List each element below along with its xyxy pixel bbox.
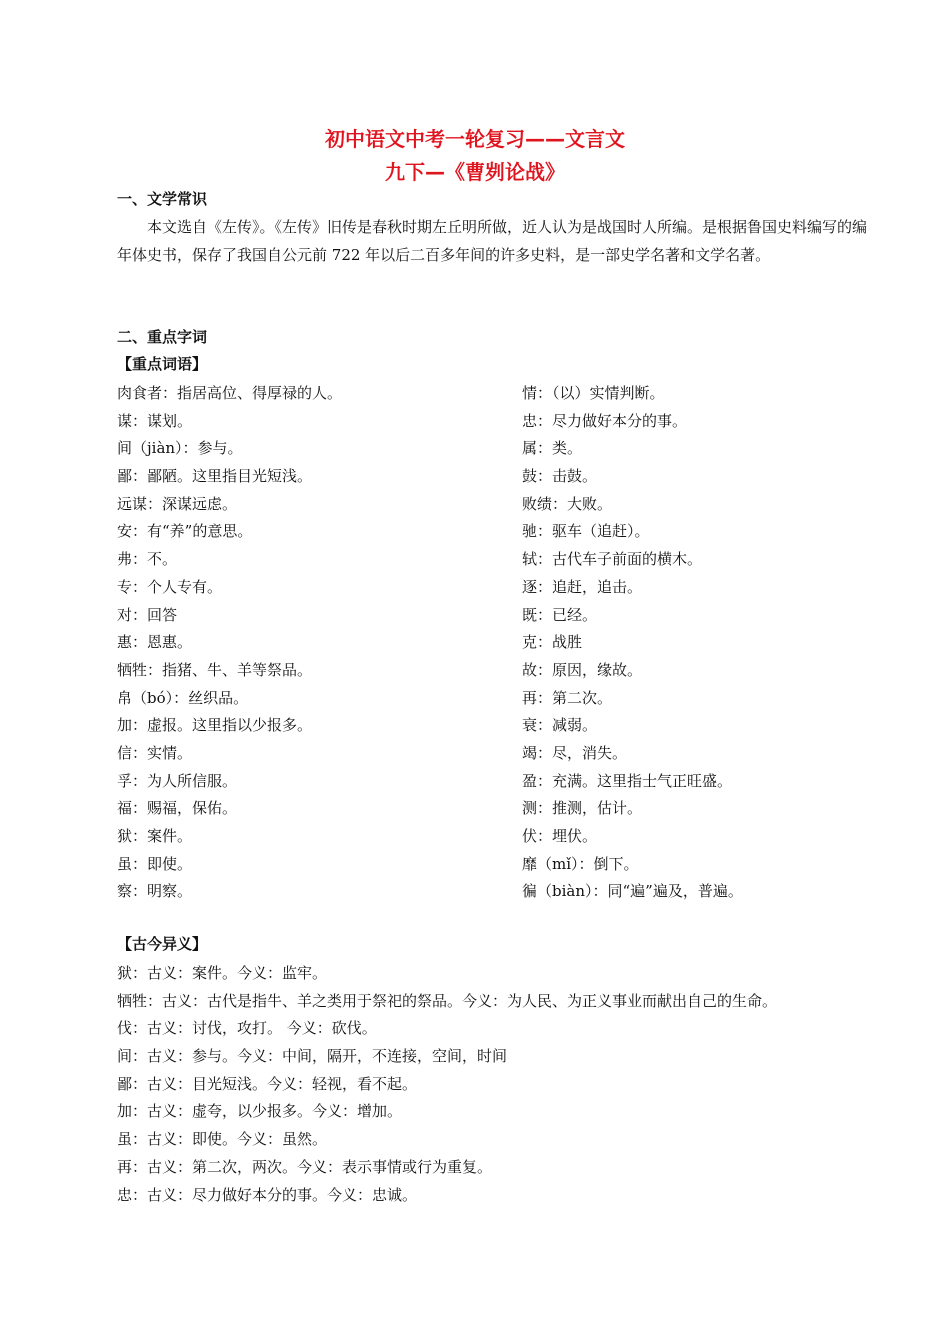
list-item: 情：（以）实情判断。	[522, 384, 665, 402]
ancient-modern-list	[117, 960, 777, 1209]
list-item: 轼：古代车子前面的横木。	[522, 550, 703, 569]
list-item: 徧（biàn）：同“遍”遍及，普遍。	[522, 882, 743, 901]
list-item: 故：原因，缘故。	[522, 660, 643, 679]
list-item: 伐：古义：讨伐，攻打。 今义：砍伐。	[117, 1019, 377, 1038]
subheading-key-words: 【重点词语】	[117, 355, 208, 373]
list-item: 孚：为人所信服。	[117, 771, 238, 790]
list-item: 谋：谋划。	[117, 411, 193, 430]
list-item: 再：第二次。	[522, 688, 613, 707]
keywords-left-column	[117, 380, 497, 906]
list-item: 伏：埋伏。	[522, 827, 598, 845]
list-item: 驰：驱车（追赶）。	[522, 522, 650, 541]
list-item: 靡（mǐ）：倒下。	[522, 854, 639, 873]
list-item: 鄙：古义：目光短浅。今义：轻视，看不起。	[117, 1074, 418, 1093]
list-item: 福：赐福，保佑。	[117, 799, 238, 818]
list-item: 狱：案件。	[117, 827, 193, 845]
list-item: 忠：古义：尽力做好本分的事。今义：忠诚。	[117, 1185, 418, 1204]
list-item: 虽：古义：即使。今义：虽然。	[117, 1130, 328, 1149]
list-item: 加：虚报。这里指以少报多。	[117, 716, 313, 735]
page-title: 初中语文中考一轮复习——文言文	[325, 127, 625, 151]
section-heading-keywords: 二、重点字词	[117, 328, 208, 346]
keywords-right-column	[522, 380, 902, 906]
list-item: 测：推测，估计。	[522, 799, 643, 818]
list-item: 竭：尽，消失。	[522, 743, 628, 762]
list-item: 安：有“养”的意思。	[117, 522, 253, 541]
list-item: 鄙：鄙陋。这里指目光短浅。	[117, 467, 313, 486]
list-item: 衰：减弱。	[522, 716, 598, 735]
literary-paragraph	[117, 214, 867, 269]
list-item: 鼓：击鼓。	[522, 467, 598, 486]
list-item: 再：古义：第二次，两次。今义：表示事情或行为重复。	[117, 1157, 493, 1176]
list-item: 惠：恩惠。	[117, 633, 193, 652]
list-item: 远谋：深谋远虑。	[117, 494, 238, 513]
list-item: 忠：尽力做好本分的事。	[522, 411, 688, 430]
list-item: 虽：即使。	[117, 854, 193, 873]
list-item: 牺牲：指猪、牛、羊等祭品。	[117, 660, 313, 679]
list-item: 败绩：大败。	[522, 494, 613, 513]
list-item: 帛（bó）：丝织品。	[117, 688, 249, 707]
list-item: 克：战胜	[522, 633, 583, 652]
list-item: 间：古义：参与。今义：中间，隔开，不连接，空间，时间	[117, 1047, 508, 1066]
list-item: 弗：不。	[117, 550, 178, 569]
list-item: 属：类。	[522, 439, 583, 458]
list-item: 加：古义：虚夸，以少报多。今义：增加。	[117, 1102, 403, 1121]
page-subtitle: 九下—《曹刿论战》	[385, 160, 565, 184]
list-item: 对：回答	[117, 605, 178, 624]
literary-text: 本文选自《左传》。《左传》旧传是春秋时期左丘明所做，近人认为是战国时人所编。是根据鲁国史料编写的编年体史书，保存了我国自公元前 722 年以后二百多年间的许多史料，是一部史学名著和文学名著。	[117, 218, 868, 264]
list-item: 察：明察。	[117, 882, 193, 901]
list-item: 间（jiàn）：参与。	[117, 439, 243, 458]
list-item: 肉食者：指居高位、得厚禄的人。	[117, 384, 343, 402]
list-item: 逐：追赶，追击。	[522, 577, 643, 596]
list-item: 既：已经。	[522, 605, 598, 624]
section-heading-literary: 一、文学常识	[117, 190, 208, 208]
list-item: 盈：充满。这里指士气正旺盛。	[522, 771, 733, 790]
list-item: 狱：古义：案件。今义：监牢。	[117, 964, 328, 982]
list-item: 专：个人专有。	[117, 577, 223, 596]
list-item: 牺牲：古义：古代是指牛、羊之类用于祭祀的祭品。今义：为人民、为正义事业而献出自己的生命。	[117, 991, 778, 1010]
list-item: 信：实情。	[117, 743, 193, 762]
subheading-ancient-modern: 【古今异义】	[117, 935, 208, 953]
